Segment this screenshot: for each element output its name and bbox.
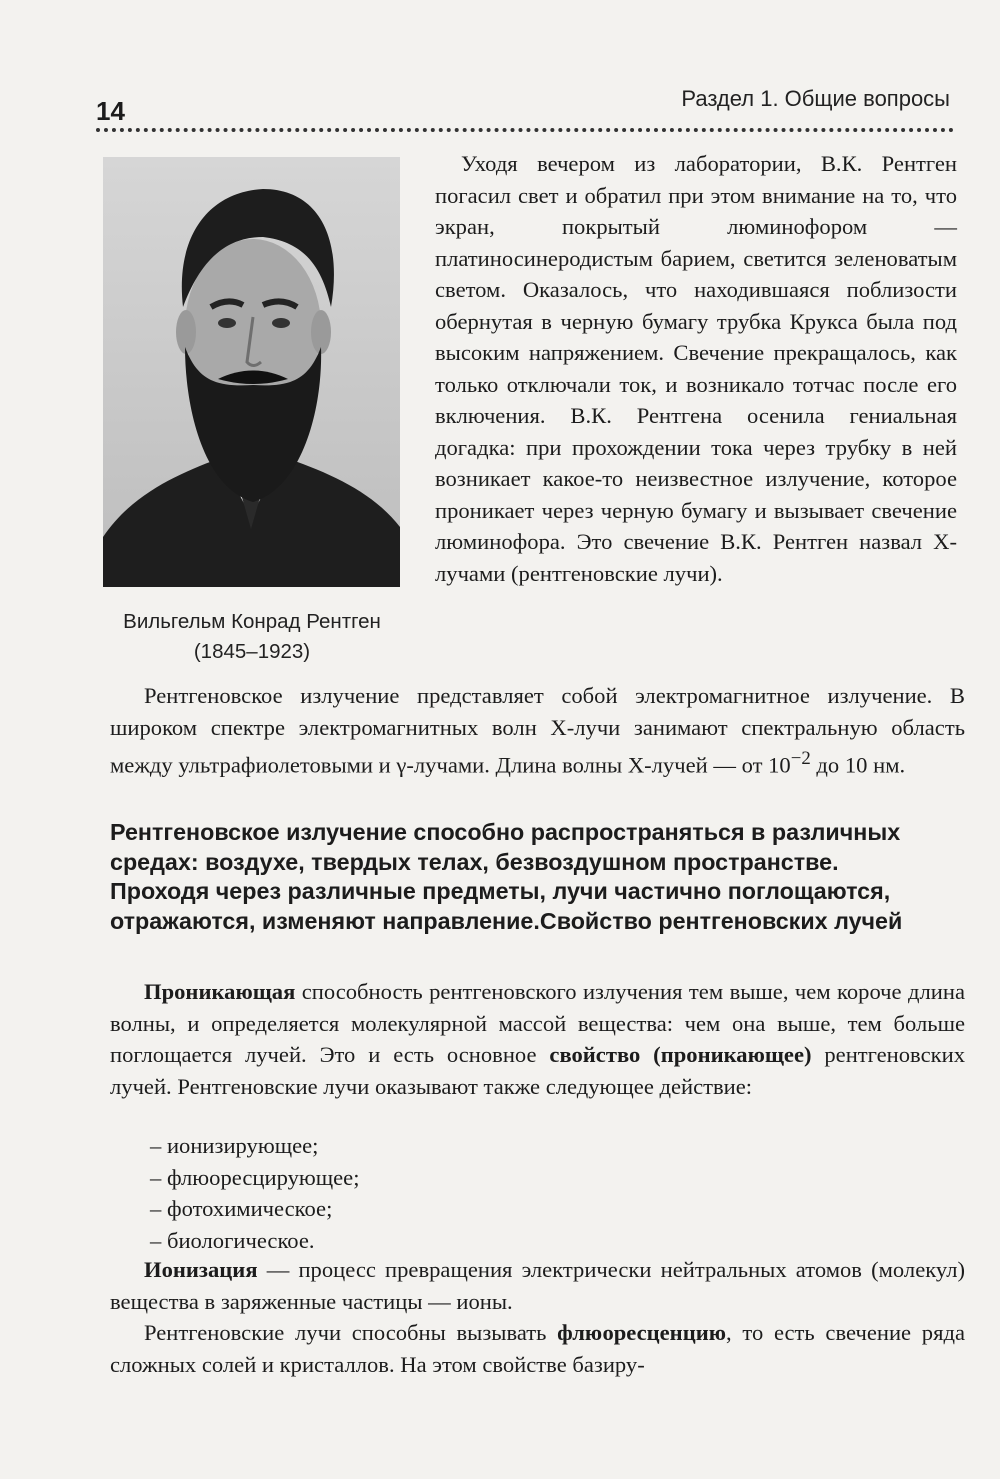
fluorescence-paragraph — [110, 1317, 965, 1380]
list-item: – ионизирующее; — [150, 1133, 319, 1158]
running-head: Раздел 1. Общие вопросы — [681, 86, 950, 111]
penetrate-text-b: рентгеновских лучей. Рентгеновские лучи оказывают также следующее действие: — [110, 1042, 965, 1099]
penetrate-paragraph — [110, 976, 965, 1102]
fluor-text-b: , то есть свечение ряда сложных солей и кристаллов. На этом свойстве базиру- — [110, 1320, 965, 1377]
term-penetrating: Проникающая — [144, 979, 296, 1004]
term-fluorescence: флюоресценцию — [557, 1320, 727, 1345]
term-property: свойство (проникающее) — [549, 1042, 812, 1067]
portrait-photo — [103, 157, 400, 587]
page-number: 14 — [96, 96, 125, 126]
header-dotted-rule — [96, 128, 954, 132]
xray-paragraph — [110, 680, 965, 781]
penetrate-paragraph-block — [110, 976, 965, 1102]
intro-text-block — [435, 148, 957, 589]
ionization-paragraph-block — [110, 1254, 965, 1317]
section-heading: Рентгеновское излучение способно распространяться в различных средах: воздухе, твердых телах, безвоздушном пространстве. Проходя через различные предметы, лучи частично поглощаются, отражаются, изменяют направление.Свойство рентгеновских лучей — [110, 819, 903, 934]
list-item: – биологическое. — [150, 1227, 315, 1253]
list-item: – фотохимическое; — [150, 1196, 333, 1221]
caption-years: (1845–1923) — [193, 640, 311, 663]
fluorescence-paragraph-block — [110, 1317, 965, 1380]
intro-paragraph: Уходя вечером из лаборатории, В.К. Рентген погасил свет и обратил при этом внимание на то, что экран, покрытый люминофором — платиносинеродистым барием, светится зеленоватым светом. Оказалось, что находившаяся поблизости обернутая в черную бумагу трубка Крукса была под высоким напряжением. Свечение прекращалось, как только отключали ток, и возникало тотчас после его включения. В.К. Рентгена осенила гениальная догадка: при прохождении тока через трубку в ней возникает какое-то неизвестное излучение, которое проникает через черную бумагу и вызывает свечение люминофора. Это свечение В.К. Рентген назвал X-лучами (рентгеновские лучи). — [435, 151, 957, 586]
penetrate-text-a: способность рентгеновского излучения тем выше, чем короче длина волны, и определяется молекулярной массой вещества: чем она выше, тем больше поглощается лучей. Это и есть основное — [110, 979, 965, 1067]
figure-caption — [92, 607, 412, 667]
term-ionization: Ионизация — [144, 1257, 258, 1282]
list-item: – флюоресцирующее; — [150, 1164, 360, 1190]
ionization-paragraph — [110, 1254, 965, 1317]
xray-text: Рентгеновское излучение представляет собой электромагнитное излучение. В широком спектре электромагнитных волн X-лучи занимают спектральную область между ультрафиолетовыми и γ-лучами. Длина волны X-лучей — от 10 — [110, 683, 965, 778]
effects-list — [150, 1130, 359, 1256]
ionization-text: — процесс превращения электрически нейтральных атомов (молекул) вещества в заряженные частицы — ионы. — [110, 1257, 965, 1314]
fluor-text-a: Рентгеновские лучи способны вызывать — [144, 1320, 558, 1345]
portrait-illustration — [103, 157, 400, 587]
xray-paragraph-block — [110, 680, 965, 781]
caption-name: Вильгельм Конрад Рентген — [123, 610, 381, 633]
xray-text-end: до 10 нм. — [810, 752, 906, 778]
xray-exponent: −2 — [790, 748, 811, 769]
